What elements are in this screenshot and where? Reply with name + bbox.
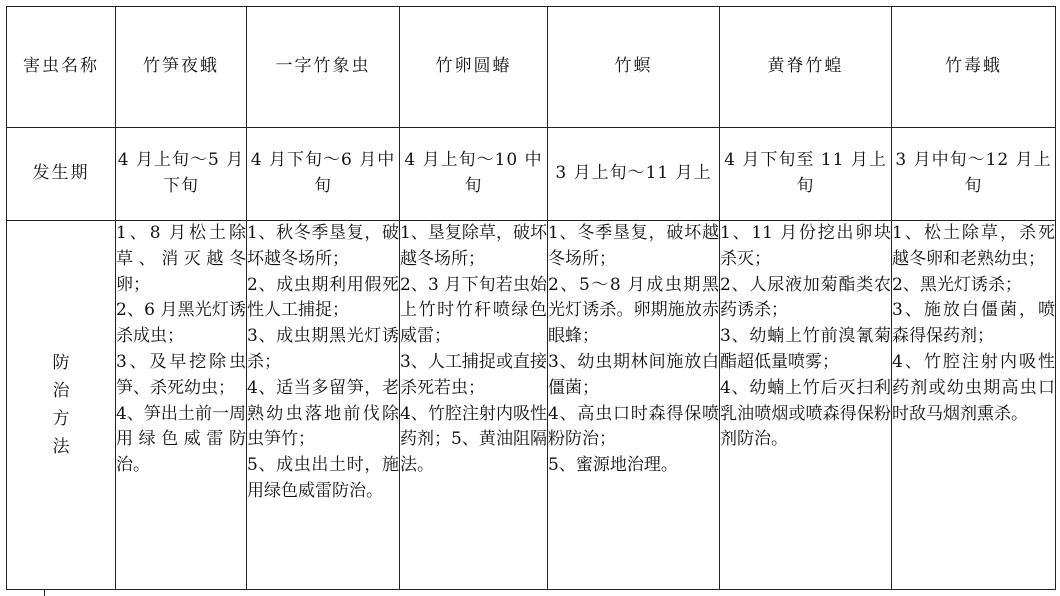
method-item: 2、人尿液加菊酯类农药诱杀； [720,274,891,321]
period-cell: 4 月上旬～10 中旬 [400,128,548,221]
method-item: 1、松土除草，杀死越冬卵和老熟幼虫； [892,223,1055,269]
method-item: 1、11 月份挖出卵块杀灭； [720,223,891,269]
method-item: 5、成虫出土时，施用绿色威雷防治。 [247,455,399,501]
period-label-cell: 发生期 [7,128,116,221]
method-item: 3、幼蝻上竹前溴氰菊酯超低量喷雾； [720,326,891,372]
method-cell [892,221,1056,590]
method-item: 4、幼蝻上竹后灭扫利乳油喷烟或喷森得保粉剂防治。 [720,377,891,450]
method-item: 4、高虫口时森得保喷粉防治； [548,403,719,450]
pest-control-table [6,6,1056,590]
method-item: 1、秋冬季垦复，破坏越冬场所； [247,223,399,269]
method-item: 1、8 月松土除草、消灭越冬卵； [116,223,246,295]
method-cell [720,221,892,590]
method-cell [548,221,720,590]
page-edge-mark [44,590,45,596]
pest-name-cell: 黄脊竹蝗 [720,7,892,128]
method-cell [116,221,247,590]
pest-name-cell: 竹毒蛾 [892,7,1056,128]
method-item: 3、及早挖除虫笋、杀死幼虫； [116,351,246,398]
method-item: 3、成虫期黑光灯诱杀； [247,326,399,372]
method-item: 1、垦复除草，破坏越冬场所； [400,223,547,269]
method-item: 4、笋出土前一周用绿色威雷防治。 [116,403,246,476]
period-cell: 4 月上旬～5 月下旬 [116,128,247,221]
method-item: 2、5～8 月成虫期黑光灯诱杀。卵期施放赤眼蜂； [548,274,719,347]
period-cell: 4 月下旬至 11 月上旬 [720,128,892,221]
method-item: 1、冬季垦复，破坏越冬场所； [548,223,719,269]
method-cell [247,221,400,590]
method-row [7,221,1056,590]
method-item: 2、成虫期利用假死性人工捕捉； [247,274,399,321]
method-item: 2、6 月黑光灯诱杀成虫； [116,300,246,347]
period-cell: 4 月下旬～6 月中旬 [247,128,400,221]
pest-name-cell: 竹螟 [548,7,720,128]
method-item: 3、施放白僵菌，喷森得保药剂； [892,300,1055,347]
period-cell: 3 月上旬～11 月上 [548,128,720,221]
method-item: 4、竹腔注射内吸性药剂或幼虫期高虫口时敌马烟剂熏杀。 [892,351,1055,424]
method-item: 4、竹腔注射内吸性药剂；5、黄油阻隔法。 [400,403,547,476]
method-item: 5、蜜源地治理。 [548,455,678,476]
header-label-cell: 害虫名称 [7,7,116,128]
pest-name-cell: 竹笋夜蛾 [116,7,247,128]
method-cell [400,221,548,590]
method-label: 防治方法 [52,353,70,457]
pest-name-cell: 竹卵圆蝽 [400,7,548,128]
period-cell: 3 月中旬～12 月上旬 [892,128,1056,221]
method-item: 3、幼虫期林间施放白僵菌； [548,351,719,398]
method-item: 4、适当多留笋，老熟幼虫落地前伐除虫笋竹； [247,377,399,450]
method-item: 3、人工捕捉或直接杀死若虫； [400,351,547,398]
header-row [7,7,1056,128]
pest-name-cell: 一字竹象虫 [247,7,400,128]
method-item: 2、黑光灯诱杀； [892,274,1022,295]
method-item: 2、3 月下旬若虫始上竹时竹秆喷绿色威雷； [400,274,547,347]
period-row [7,128,1056,221]
method-label-cell [7,221,116,590]
